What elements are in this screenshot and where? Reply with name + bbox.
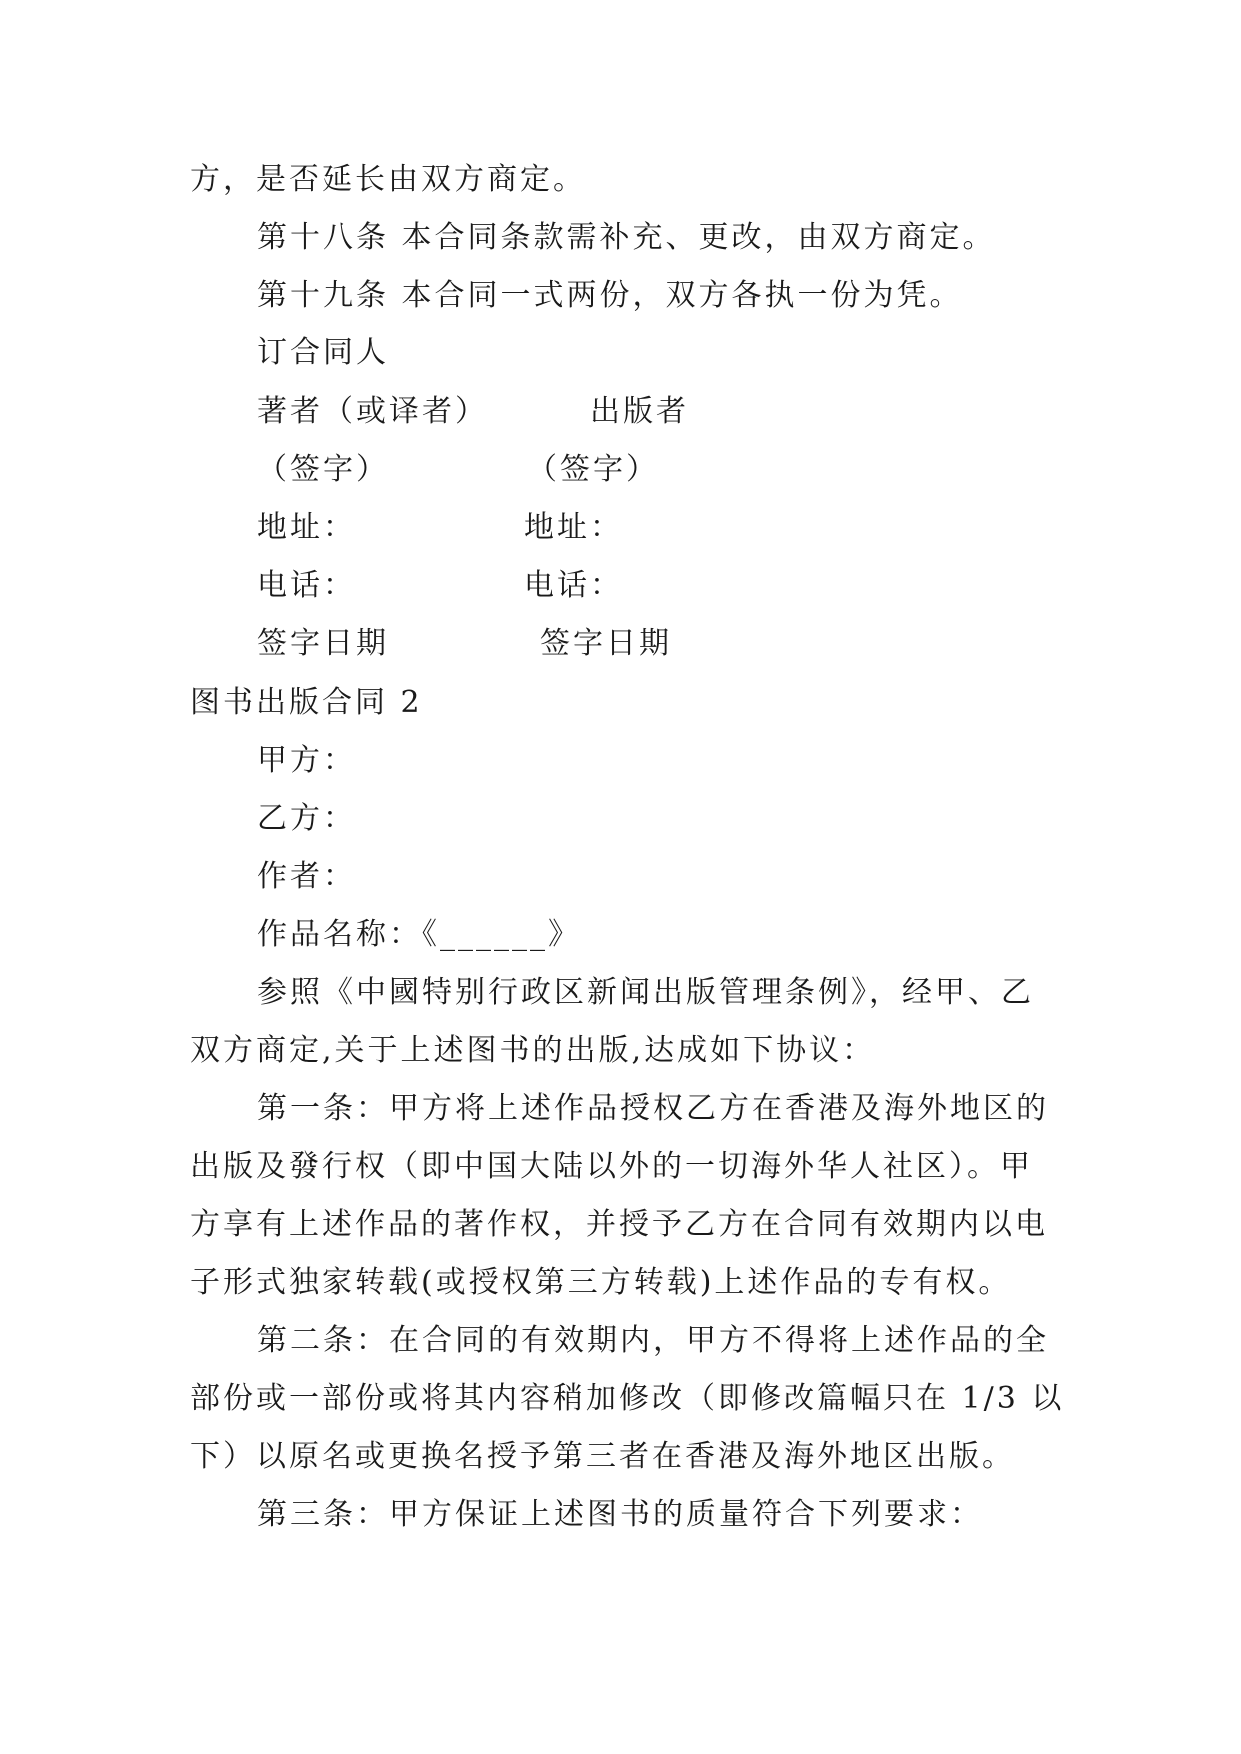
sign-left: （签字） [257,452,389,487]
body-line: 出版及發行权（即中国大陆以外的一切海外华人社区）。甲 [190,1149,1033,1184]
work-title-field: 作品名称：《______》 [257,917,581,952]
clause-19: 第十九条 本合同一式两份，双方各执一份为凭。 [257,278,963,313]
body-line: 部份或一部份或将其内容稍加修改（即修改篇幅只在 1/3 以 [190,1381,1065,1416]
sign-right: （签字） [527,452,659,487]
clause-18: 第十八条 本合同条款需补充、更改，由双方商定。 [257,220,996,255]
publisher-label: 出版者 [590,394,689,429]
body-line: 下）以原名或更换名授予第三者在香港及海外地区出版。 [190,1439,1015,1474]
address-left: 地址： [257,510,356,545]
body-line: 方享有上述作品的著作权，并授予乙方在合同有效期内以电 [190,1207,1048,1242]
date-right: 签字日期 [540,626,672,661]
body-line: 子形式独家转载(或授权第三方转载)上述作品的专有权。 [190,1265,1012,1300]
clause-3: 第三条：甲方保证上述图书的质量符合下列要求： [257,1497,983,1532]
party-b: 乙方： [257,801,356,836]
phone-left: 电话： [257,568,356,603]
address-right: 地址： [524,510,623,545]
signatories-heading: 订合同人 [257,335,389,370]
body-line: 参照《中國特别行政区新闻出版管理条例》，经甲、乙 [257,975,1034,1010]
author-label: 著者（或译者） [257,394,488,429]
phone-right: 电话： [524,568,623,603]
party-a: 甲方： [257,743,356,778]
clause-2: 第二条：在合同的有效期内，甲方不得将上述作品的全 [257,1323,1049,1358]
date-left: 签字日期 [257,626,389,661]
clause-1: 第一条：甲方将上述作品授权乙方在香港及海外地区的 [257,1091,1049,1126]
body-line: 双方商定,关于上述图书的出版,达成如下协议： [190,1033,876,1068]
author-field: 作者： [257,859,356,894]
contract-title: 图书出版合同 2 [190,685,423,720]
text-line: 方，是否延长由双方商定。 [190,162,586,197]
